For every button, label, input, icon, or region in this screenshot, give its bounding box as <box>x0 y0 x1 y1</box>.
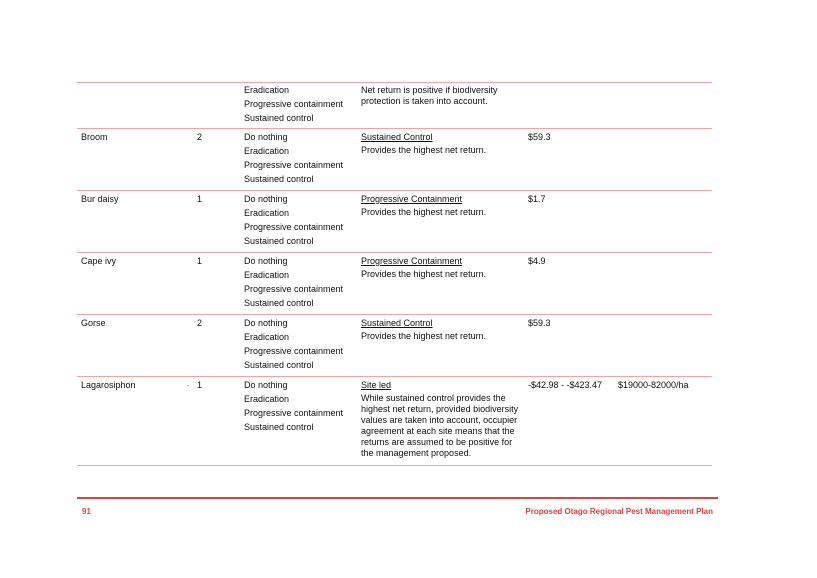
option-item: Progressive containment <box>244 222 344 232</box>
cost-value: $19000-82000/ha <box>618 380 689 390</box>
recommendation-heading: Sustained Control <box>361 318 433 328</box>
stray-mark: . <box>187 379 190 388</box>
option-item: Eradication <box>244 146 290 156</box>
table-row <box>77 253 712 315</box>
management-options <box>244 130 356 186</box>
recommendation-heading: Progressive Containment <box>361 256 463 266</box>
priority-value: 2 <box>197 132 203 142</box>
priority-value: 1 <box>197 380 203 390</box>
recommendation <box>361 83 525 107</box>
option-item: Sustained control <box>244 422 314 432</box>
management-options <box>244 192 356 248</box>
option-item: Eradication <box>244 208 290 218</box>
recommendation-heading: Progressive Containment <box>361 194 463 204</box>
option-item: Do nothing <box>244 380 288 390</box>
page-number: 91 <box>82 507 91 516</box>
recommendation-body: Provides the highest net return. <box>361 269 487 279</box>
net-return-value: $59.3 <box>528 132 551 142</box>
species-name: Bur daisy <box>81 194 119 204</box>
option-item: Progressive containment <box>244 408 344 418</box>
priority-value: 2 <box>197 318 203 328</box>
recommendation <box>361 130 525 156</box>
recommendation-body: While sustained control provides the highest net return, provided biodiversity values are taken into account, occupier agreement at each site means that the returns are assumed to be positive for the management proposed. <box>361 393 519 458</box>
option-item: Progressive containment <box>244 99 344 109</box>
option-item: Eradication <box>244 332 290 342</box>
recommendation-heading: Site led <box>361 380 392 390</box>
option-item: Do nothing <box>244 256 288 266</box>
option-item: Sustained control <box>244 113 314 123</box>
recommendation-body: Net return is positive if biodiversity protection is taken into account. <box>361 85 498 106</box>
option-item: Eradication <box>244 85 290 95</box>
footer-divider <box>77 497 718 499</box>
recommendation-heading: Sustained Control <box>361 132 433 142</box>
recommendation-body: Provides the highest net return. <box>361 207 487 217</box>
species-name: Lagarosiphon <box>81 380 136 390</box>
option-item: Eradication <box>244 394 290 404</box>
table-row <box>77 315 712 377</box>
option-item: Do nothing <box>244 132 288 142</box>
option-item: Sustained control <box>244 236 314 246</box>
species-name: Cape ivy <box>81 256 117 266</box>
net-return-value: $4.9 <box>528 256 546 266</box>
recommendation <box>361 316 525 342</box>
table-row-continued <box>77 82 712 129</box>
species-name: Gorse <box>81 318 106 328</box>
management-options <box>244 83 356 125</box>
net-return-value: $59.3 <box>528 318 551 328</box>
recommendation <box>361 378 525 459</box>
table-row <box>77 377 712 466</box>
option-item: Eradication <box>244 270 290 280</box>
option-item: Do nothing <box>244 194 288 204</box>
species-name: Broom <box>81 132 108 142</box>
net-return-value: -$42.98 - -$423.47 <box>528 380 603 390</box>
option-item: Sustained control <box>244 360 314 370</box>
management-options <box>244 316 356 372</box>
recommendation <box>361 254 525 280</box>
table-row <box>77 191 712 253</box>
recommendation <box>361 192 525 218</box>
net-return-value: $1.7 <box>528 194 546 204</box>
recommendation-body: Provides the highest net return. <box>361 145 487 155</box>
option-item: Progressive containment <box>244 160 344 170</box>
priority-value: 1 <box>197 256 203 266</box>
option-item: Do nothing <box>244 318 288 328</box>
priority-value: 1 <box>197 194 203 204</box>
management-options <box>244 254 356 310</box>
document-title: Proposed Otago Regional Pest Management Plan <box>525 507 713 516</box>
option-item: Progressive containment <box>244 284 344 294</box>
table-row <box>77 129 712 191</box>
option-item: Progressive containment <box>244 346 344 356</box>
option-item: Sustained control <box>244 298 314 308</box>
recommendation-body: Provides the highest net return. <box>361 331 487 341</box>
management-options <box>244 378 356 434</box>
option-item: Sustained control <box>244 174 314 184</box>
